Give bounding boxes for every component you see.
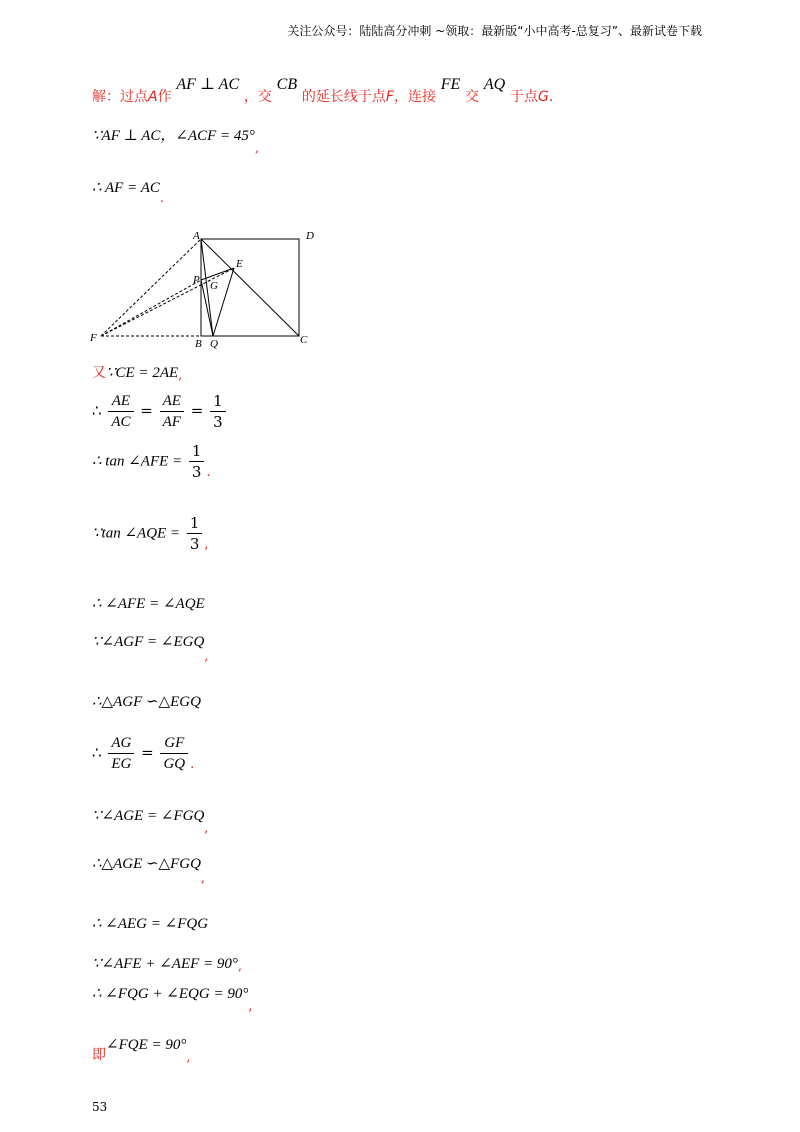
step-line: ∴ AF = AC. bbox=[92, 180, 165, 206]
label-A: A bbox=[193, 230, 200, 242]
step-line: ∵tan ∠AQE = $\frac{1}{3}$ , bbox=[92, 514, 209, 553]
label-C: C bbox=[300, 334, 308, 346]
page-header: 关注公众号：陆陆高分冲刺 ~领取：最新版“小中高考-总复习”、最新试卷下载 bbox=[287, 24, 702, 38]
step-line: ∴ ∠FQG + ∠EQG = 90°, bbox=[92, 986, 253, 1014]
step-line: ∴ ∠AEG = ∠FQG bbox=[92, 916, 209, 932]
label-P: P bbox=[193, 274, 200, 286]
label-B: B bbox=[195, 338, 202, 350]
step-line-fractions: ∴ $\frac{AG}{EG}$ = $\frac{GF}{GQ}$ . bbox=[92, 735, 195, 772]
page-number: 53 bbox=[92, 1100, 108, 1114]
step-line: ∴ tan ∠AFE = $\frac{1}{3}$ . bbox=[92, 442, 211, 481]
step-line-fractions: ∴ $\frac{AE}{AC}$ = $\frac{AE}{AF}$ = $\frac{1}{3}$ bbox=[92, 392, 228, 431]
step-line: ∵∠AGF = ∠EGQ, bbox=[92, 634, 209, 664]
label-D: D bbox=[306, 230, 314, 242]
step-line: ∵∠AFE + ∠AEF = 90°, bbox=[92, 956, 243, 974]
solution-intro: 解：过点A作 AF ⊥ AC ，交 CB 的延长线于点F，连接 FE 交 AQ 于点G. bbox=[92, 76, 554, 105]
step-line: ∴△AGF ∽△EGQ bbox=[92, 694, 201, 710]
af-perp-ac: AF ⊥ AC bbox=[176, 76, 240, 93]
step-line: 又∵CE = 2AE, bbox=[92, 365, 183, 383]
step-line: ∵∠AGE = ∠FGQ, bbox=[92, 808, 209, 836]
label-G: G bbox=[210, 280, 218, 292]
label-Q: Q bbox=[210, 338, 218, 350]
step-line: ∴ ∠AFE = ∠AQE bbox=[92, 596, 205, 612]
geometry-figure bbox=[86, 226, 326, 352]
step-line: ∵AF ⊥ AC，∠ACF = 45°, bbox=[92, 128, 260, 156]
label-F: F bbox=[90, 332, 97, 344]
step-line: ∴△AGE ∽△FGQ, bbox=[92, 856, 206, 886]
step-line: 即∠FQE = 90°, bbox=[92, 1037, 191, 1065]
label-E: E bbox=[236, 258, 243, 270]
